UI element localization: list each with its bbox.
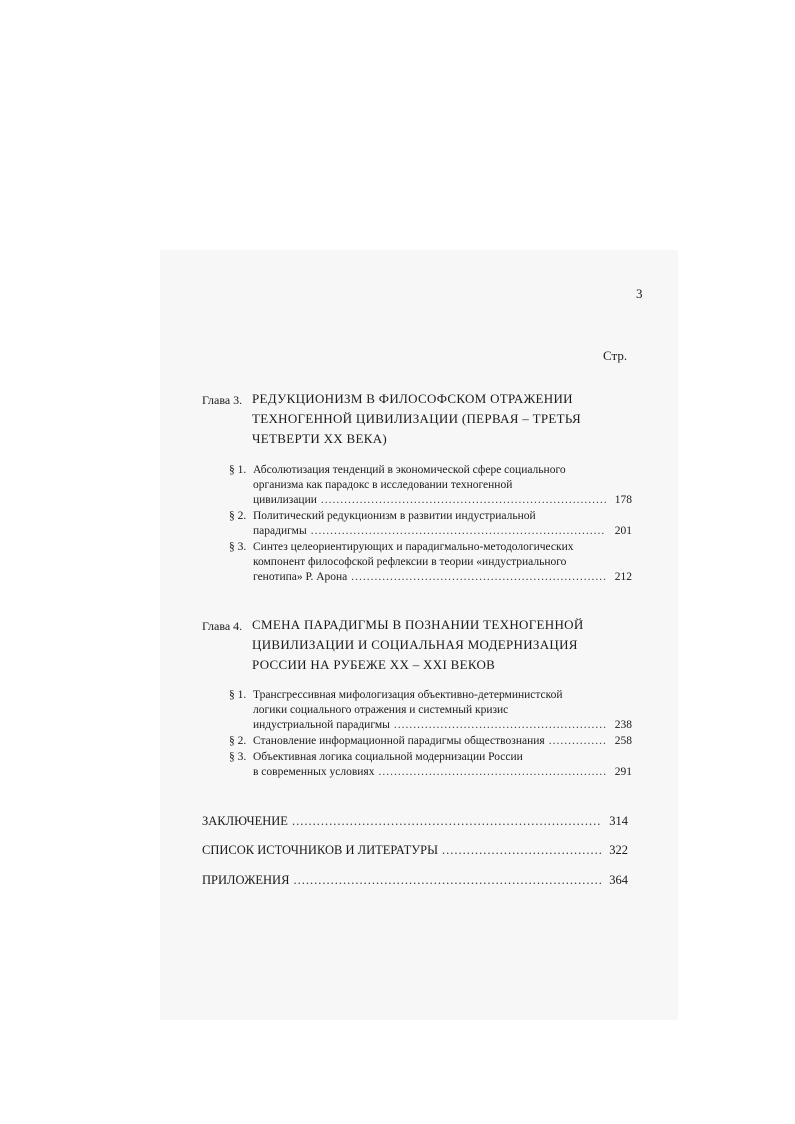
toc-entry-references [202,843,628,858]
entry-title: ЗАКЛЮЧЕНИЕ [202,814,288,828]
entry-text-line: Объективная логика социальной модернизации России [253,751,523,763]
entry-text-line: компонент философской рефлексии в теории «индустриального [253,556,567,568]
entry-page-number: 364 [609,873,628,887]
toc-entry [229,734,632,749]
entry-text-line: логики социального отражения и системный кризис [253,704,509,716]
leader-dots [394,718,606,733]
leader-dots [321,493,606,508]
entry-text-line: Трансгрессивная мифологизация объективно-детерминистской [253,689,563,701]
toc-entry-appendices [202,873,628,888]
leader-dots [378,765,606,780]
chapter-title-line: ТЕХНОГЕННОЙ ЦИВИЛИЗАЦИИ (ПЕРВАЯ – ТРЕТЬЯ [252,411,581,426]
entry-page-number: 291 [614,766,632,778]
entry-text-line: организма как парадокс в исследовании техногенной [253,479,513,491]
section-mark: § 3. [229,541,247,553]
leader-dots [442,843,602,858]
section-mark: § 3. [229,751,247,763]
entry-page-number: 314 [609,814,628,828]
chapter-title-line: РЕДУКЦИОНИЗМ В ФИЛОСОФСКОМ ОТРАЖЕНИИ [252,391,573,406]
leader-dots [292,814,602,829]
entry-page-number: 212 [614,571,632,583]
chapter-title-line: РОССИИ НА РУБЕЖЕ XX – XXI ВЕКОВ [252,657,496,672]
page-number: 3 [636,286,643,301]
toc-entry [229,750,632,780]
leader-dots [549,734,606,749]
entry-text-line: цивилизации [253,494,317,506]
chapter-label: Глава 3. [202,393,243,407]
entry-page-number: 201 [614,525,632,537]
chapter-title-line: СМЕНА ПАРАДИГМЫ В ПОЗНАНИИ ТЕХНОГЕННОЙ [252,617,584,632]
chapter-title-line: ЧЕТВЕРТИ XX ВЕКА) [252,431,388,446]
entry-page-number: 238 [614,719,632,731]
scanned-page-area [160,250,678,1020]
entry-text-line: в современных условиях [253,766,375,778]
toc-entry-conclusion [202,814,628,829]
entry-text-line: Становление информационной парадигмы обществознания [253,735,545,747]
toc-entry [229,540,632,585]
entry-text-line: индустриальной парадигмы [253,719,390,731]
toc-entry [229,688,632,733]
entry-page-number: 178 [614,494,632,506]
toc-entry [229,509,632,539]
section-mark: § 1. [229,464,247,476]
entry-text-line: генотипа» Р. Арона [253,571,348,583]
section-mark: § 1. [229,689,247,701]
entry-text-line: Абсолютизация тенденций в экономической сфере социального [253,464,566,476]
entry-text-line: Синтез целеориентирующих и парадигмально-методологических [253,541,574,553]
leader-dots [311,524,606,539]
leader-dots [351,570,606,585]
entry-page-number: 258 [614,735,632,747]
chapter-label: Глава 4. [202,619,243,633]
entry-title: СПИСОК ИСТОЧНИКОВ И ЛИТЕРАТУРЫ [202,843,439,857]
leader-dots [293,873,602,888]
chapter-title-line: ЦИВИЛИЗАЦИИ И СОЦИАЛЬНАЯ МОДЕРНИЗАЦИЯ [252,637,578,652]
section-mark: § 2. [229,735,247,747]
entry-text-line: парадигмы [253,525,307,537]
page-column-label: Стр. [603,348,628,363]
section-mark: § 2. [229,510,247,522]
entry-title: ПРИЛОЖЕНИЯ [202,873,290,887]
toc-entry [229,463,632,508]
entry-page-number: 322 [609,843,628,857]
entry-text-line: Политический редукционизм в развитии индустриальной [253,510,536,522]
